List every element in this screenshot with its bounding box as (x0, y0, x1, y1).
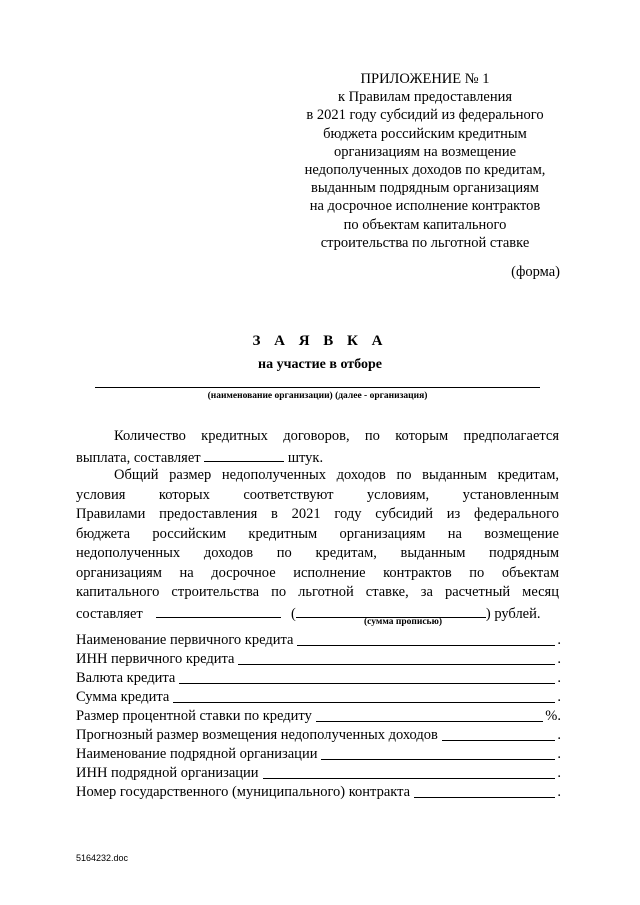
field-primary-credit-name (76, 630, 561, 649)
credit-fields (76, 630, 561, 801)
paragraph-text: составляет (76, 605, 143, 622)
appendix-line: к Правилам предоставления (337, 89, 513, 106)
paragraph-total-amount (76, 466, 559, 624)
field-contractor-name (76, 744, 561, 763)
paragraph-row: недополученных доходов по кредитам, выданным подрядным (76, 545, 559, 561)
field-label: Сумма кредита (76, 689, 170, 705)
appendix-header (290, 70, 560, 252)
field-interest-rate (76, 706, 561, 725)
organization-name-caption: (наименование организации) (далее - организация) (207, 391, 428, 401)
field-end: . (557, 651, 561, 667)
field-blank[interactable] (179, 682, 555, 684)
field-forecast-compensation (76, 725, 561, 744)
field-label: ИНН первичного кредита (76, 651, 235, 667)
amount-words-caption: (сумма прописью) (364, 617, 442, 627)
document-title: З А Я В К А (252, 333, 388, 349)
field-end: . (557, 765, 561, 781)
field-end: . (557, 670, 561, 686)
file-name-footer: 5164232.doc (76, 853, 129, 863)
field-label: Валюта кредита (76, 670, 176, 686)
contract-count-blank[interactable] (204, 447, 284, 462)
field-label: Наименование подрядной организации (76, 746, 318, 762)
field-blank[interactable] (316, 720, 543, 722)
appendix-line: выданным подрядным организациям (311, 180, 539, 197)
paragraph-row: Общий размер недополученных доходов по выданным кредитам, (114, 467, 559, 483)
paragraph-contract-count (76, 427, 559, 468)
organization-name-line[interactable] (95, 387, 540, 388)
paragraph-text: ) рублей. (485, 605, 541, 622)
amount-number-blank[interactable] (156, 603, 281, 618)
field-contract-number (76, 782, 561, 801)
field-end: . (557, 746, 561, 762)
appendix-line: недополученных доходов по кредитам, (304, 162, 546, 179)
field-end: . (557, 632, 561, 648)
field-blank[interactable] (297, 644, 555, 646)
appendix-line: организациям на возмещение (333, 143, 517, 160)
field-label: Размер процентной ставки по кредиту (76, 708, 312, 724)
paragraph-row (76, 447, 559, 469)
field-blank[interactable] (321, 758, 555, 760)
field-end: . (557, 784, 561, 800)
paragraph-row: Количество кредитных договоров, по которым предполагается (114, 428, 559, 444)
appendix-line: строительства по льготной ставке (320, 234, 530, 251)
paragraph-row: Правилами предоставления в 2021 году субсидий из федерального (76, 506, 559, 522)
appendix-line: бюджета российским кредитным (323, 125, 527, 142)
appendix-line: в 2021 году субсидий из федерального (306, 107, 544, 124)
paragraph-row: организациям на досрочное исполнение контрактов по объектам (76, 564, 559, 581)
paragraph-text: ( (291, 605, 296, 622)
paragraph-row: бюджета российским кредитным организациям на возмещение (76, 525, 559, 542)
field-blank[interactable] (414, 796, 555, 798)
amount-words-blank[interactable] (296, 603, 486, 618)
paragraph-row (76, 603, 559, 625)
field-blank[interactable] (263, 777, 556, 779)
field-credit-currency (76, 668, 561, 687)
paragraph-row: капитального строительства по льготной ставке, за расчетный месяц (76, 584, 559, 600)
field-blank[interactable] (238, 663, 555, 665)
appendix-line: ПРИЛОЖЕНИЕ № 1 (360, 71, 490, 87)
field-label: Номер государственного (муниципального) контракта (76, 784, 411, 800)
paragraph-row: условия которых соответствуют условиям, установленным (76, 486, 559, 503)
paragraph-text: выплата, составляет (76, 449, 201, 466)
field-end: . (557, 727, 561, 743)
document-subtitle: на участие в отборе (258, 357, 382, 372)
appendix-line: по объектам капитального (343, 216, 507, 233)
form-mark: (форма) (511, 264, 560, 280)
paragraph-text: штук. (287, 449, 324, 466)
field-contractor-inn (76, 763, 561, 782)
field-end: %. (545, 708, 561, 724)
field-blank[interactable] (442, 739, 556, 741)
field-blank[interactable] (173, 701, 555, 703)
field-label: Наименование первичного кредита (76, 632, 294, 648)
appendix-line: на досрочное исполнение контрактов (309, 198, 541, 215)
field-primary-credit-inn (76, 649, 561, 668)
field-label: Прогнозный размер возмещения недополученных доходов (76, 727, 438, 743)
field-credit-amount (76, 687, 561, 706)
field-label: ИНН подрядной организации (76, 765, 259, 781)
field-end: . (557, 689, 561, 705)
